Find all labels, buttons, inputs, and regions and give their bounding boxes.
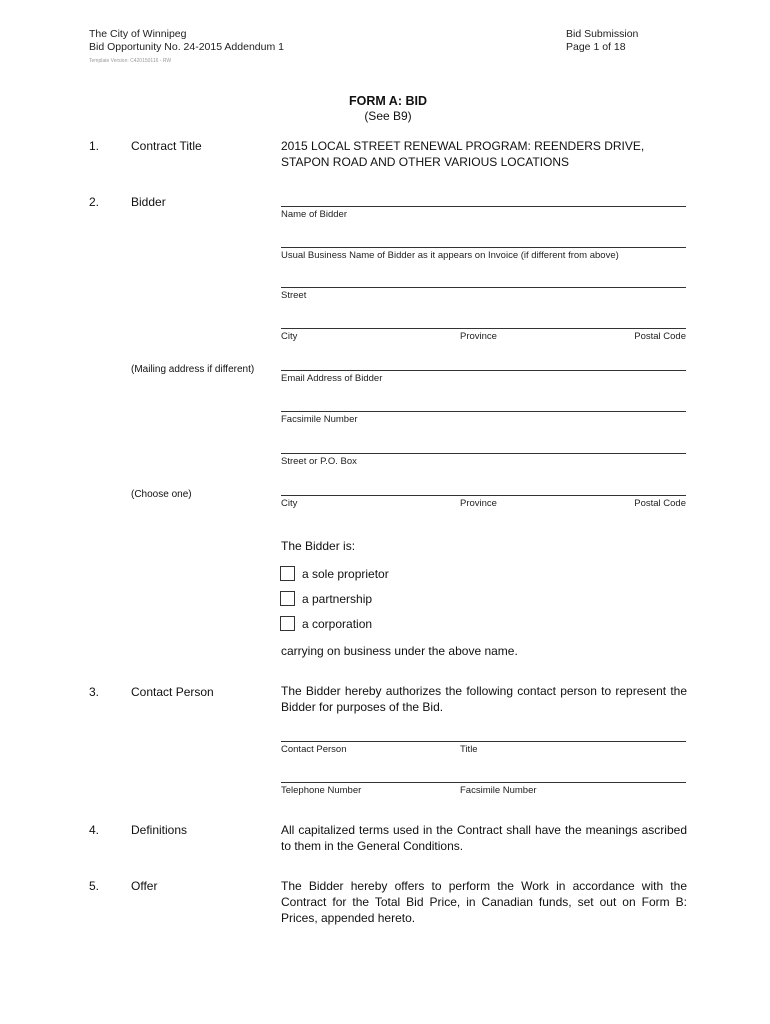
business-name-line[interactable] <box>281 247 686 248</box>
fax-line[interactable] <box>281 411 686 412</box>
section-2-number: 2. <box>89 195 100 209</box>
section-3-label: Contact Person <box>131 685 214 699</box>
corporation-label: a corporation <box>302 617 373 631</box>
fax-caption: Facsimile Number <box>281 414 358 425</box>
sole-proprietor-checkbox[interactable] <box>280 566 295 581</box>
telephone-fax-line[interactable] <box>281 782 686 783</box>
postal-code-caption: Postal Code <box>634 331 686 342</box>
email-line[interactable] <box>281 370 686 371</box>
contact-person-caption: Contact Person <box>281 744 347 755</box>
city-province-postal-line[interactable] <box>281 328 686 329</box>
postal-code-caption-2: Postal Code <box>634 498 686 509</box>
section-5-number: 5. <box>89 879 100 893</box>
partnership-checkbox[interactable] <box>280 591 295 606</box>
province-caption-2: Province <box>460 498 497 509</box>
contract-title-line-1: 2015 LOCAL STREET RENEWAL PROGRAM: REENDERS DRIVE, <box>281 139 645 153</box>
choose-one-note: (Choose one) <box>131 489 192 500</box>
street-line[interactable] <box>281 287 686 288</box>
page-number: Page 1 of 18 <box>566 41 626 53</box>
sole-proprietor-label: a sole proprietor <box>302 567 389 581</box>
bid-opportunity: Bid Opportunity No. 24-2015 Addendum 1 <box>89 41 284 53</box>
street-po-line[interactable] <box>281 453 686 454</box>
city-province-postal-line-2[interactable] <box>281 495 686 496</box>
street-po-caption: Street or P.O. Box <box>281 456 357 467</box>
street-caption: Street <box>281 290 307 301</box>
city-name: The City of Winnipeg <box>89 28 187 40</box>
corporation-checkbox[interactable] <box>280 616 295 631</box>
name-of-bidder-caption: Name of Bidder <box>281 209 348 220</box>
partnership-label: a partnership <box>302 592 373 606</box>
contact-person-text: The Bidder hereby authorizes the following contact person to represent the Bidder for purposes of the Bid. <box>281 684 687 714</box>
definitions-text: All capitalized terms used in the Contract shall have the meanings ascribed to them in the General Conditions. <box>281 823 687 853</box>
section-4-label: Definitions <box>131 823 188 837</box>
name-of-bidder-line[interactable] <box>281 206 686 207</box>
template-version: Template Version: C420150116 - RW <box>89 58 172 64</box>
contact-fax-caption: Facsimile Number <box>460 785 537 796</box>
carrying-on-business-text: carrying on business under the above name. <box>281 644 518 658</box>
section-4-number: 4. <box>89 823 100 837</box>
section-2-label: Bidder <box>131 195 166 209</box>
section-1-label: Contract Title <box>131 139 202 153</box>
section-3-number: 3. <box>89 685 100 699</box>
contact-title-line[interactable] <box>281 741 686 742</box>
title-caption: Title <box>460 744 478 755</box>
telephone-caption: Telephone Number <box>281 785 362 796</box>
province-caption: Province <box>460 331 497 342</box>
city-caption: City <box>281 331 298 342</box>
section-5-label: Offer <box>131 879 158 893</box>
form-title: FORM A: BID <box>349 94 427 108</box>
contract-title-line-2: STAPON ROAD AND OTHER VARIOUS LOCATIONS <box>281 155 570 169</box>
offer-text: The Bidder hereby offers to perform the Work in accordance with the Contract for the Total Bid Price, in Canadian funds, set out on Form B: Prices, appended hereto. <box>281 879 687 925</box>
bid-submission-label: Bid Submission <box>566 28 639 40</box>
section-1-number: 1. <box>89 139 100 153</box>
mailing-address-note: (Mailing address if different) <box>131 364 255 375</box>
bidder-is-label: The Bidder is: <box>281 539 356 553</box>
email-caption: Email Address of Bidder <box>281 373 383 384</box>
form-subtitle: (See B9) <box>364 109 412 123</box>
business-name-caption: Usual Business Name of Bidder as it appears on Invoice (if different from above) <box>281 250 619 261</box>
city-caption-2: City <box>281 498 298 509</box>
